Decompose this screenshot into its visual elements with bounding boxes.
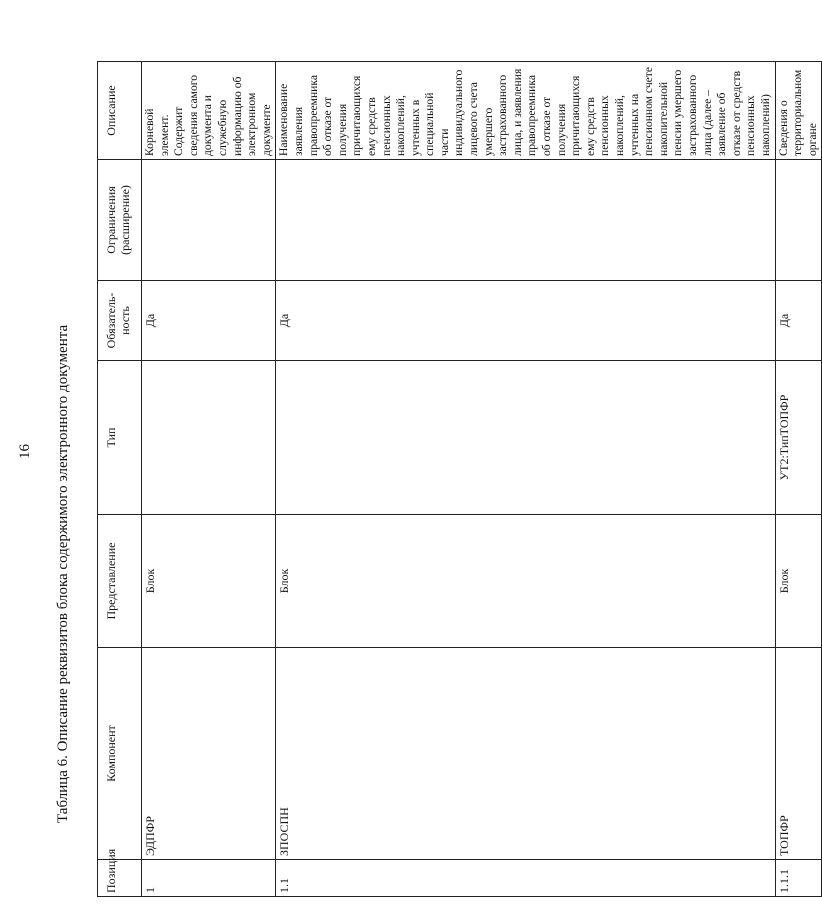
header-component: Компонент xyxy=(98,648,142,860)
cell-required: Да xyxy=(142,281,276,361)
table-row xyxy=(142,62,276,897)
cell-required: Да xyxy=(775,281,822,361)
page-number: 16 xyxy=(17,444,33,459)
cell-type: УТ2:ТипТОПФР xyxy=(775,361,822,515)
cell-component: ЗПОСПН xyxy=(276,648,775,860)
header-type: Тип xyxy=(98,361,142,515)
cell-limits xyxy=(775,160,822,281)
header-position: Позиция xyxy=(98,860,142,897)
cell-position: 1.1.1 xyxy=(775,860,822,897)
header-limits: Ограничения (расширение) xyxy=(98,160,142,281)
cell-required: Да xyxy=(276,281,775,361)
cell-type xyxy=(276,361,775,515)
header-required: Обязатель-ность xyxy=(98,281,142,361)
cell-type xyxy=(142,361,276,515)
cell-representation: Блок xyxy=(276,515,775,648)
cell-limits xyxy=(276,160,775,281)
cell-component: ТОПФР xyxy=(775,648,822,860)
cell-description: Сведения о территориальном органе xyxy=(775,62,822,160)
cell-description: Наименование заявления правопреемника об отказе от получения причитающихся ему средств пенсионных накоплений, учтенных в специальной части индивидуального лицевого счета умершего застрахованного лица, и заявления правопреемника об отказе от получения причитающихся ему средств пенсионных накоплений, учтенных на пенсионном счете накопительной пенсии умершего застрахованного лица (далее – заявление об отказе от средств пенсионных накоплений) xyxy=(276,62,775,160)
table-row xyxy=(276,62,775,897)
cell-representation: Блок xyxy=(142,515,276,648)
table-header-row xyxy=(98,62,142,897)
requisites-table xyxy=(97,61,822,897)
header-representation: Представление xyxy=(98,515,142,648)
cell-position: 1 xyxy=(142,860,276,897)
cell-position: 1.1 xyxy=(276,860,775,897)
cell-representation: Блок xyxy=(775,515,822,648)
cell-limits xyxy=(142,160,276,281)
cell-description: Корневой элемент. Содержит сведения самого документа и служебную информацию об электронном документе xyxy=(142,62,276,160)
table-caption: Таблица 6. Описание реквизитов блока содержимого электронного документа xyxy=(55,324,71,823)
table-row xyxy=(775,62,822,897)
cell-component: ЭДПФР xyxy=(142,648,276,860)
header-description: Описание xyxy=(98,62,142,160)
